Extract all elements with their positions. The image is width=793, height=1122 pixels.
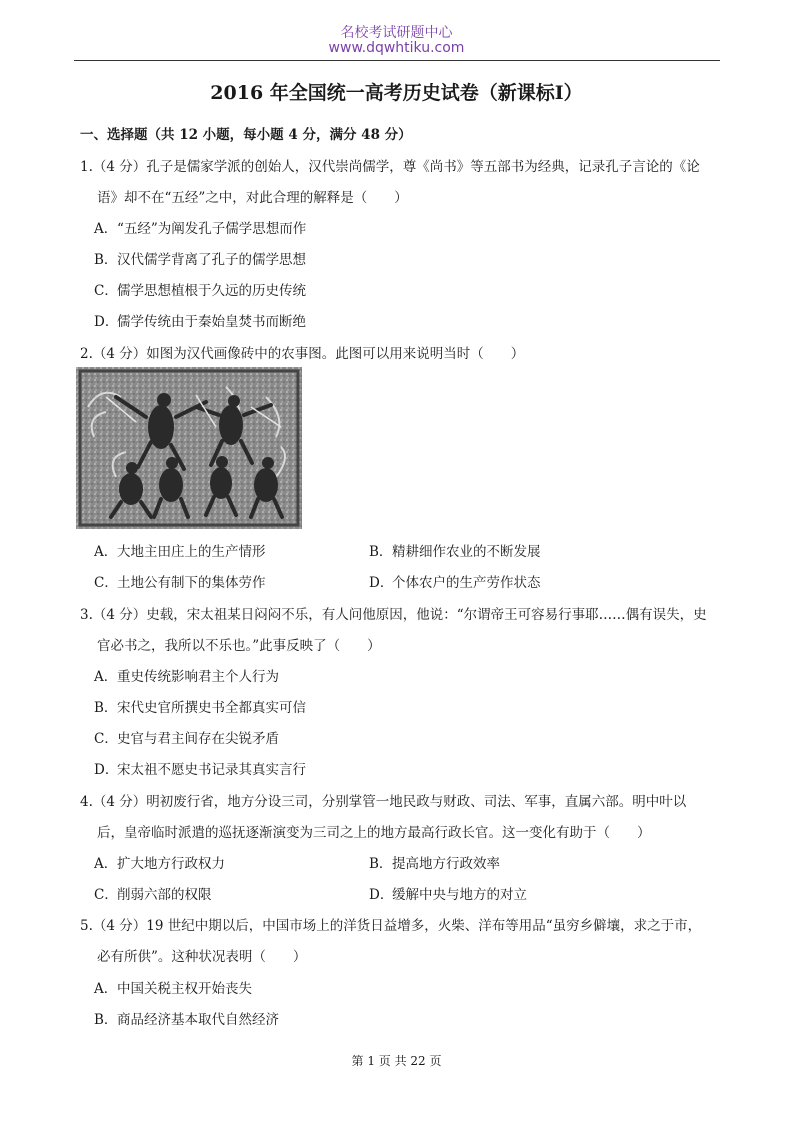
option-text: 史官与君主间存在尖锐矛盾 (117, 731, 279, 747)
header-site-name: 名校考试研题中心 (340, 25, 453, 41)
option-text: 儒学传统由于秦始皇焚书而断绝 (117, 314, 306, 330)
question-3-option-b[interactable] (94, 696, 306, 716)
question-3-line-1: 3.（4 分）史载，宋太祖某日闷闷不乐，有人问他原因，他说：“尔谓帝王可容易行事耶……偶有误失，史 (80, 607, 707, 623)
option-label: D． (94, 762, 119, 778)
option-text: 个体农户的生产劳作状态 (392, 575, 541, 591)
question-1-option-c[interactable] (94, 279, 306, 299)
option-label: C． (94, 575, 118, 591)
question-4-line-1: 4.（4 分）明初废行省，地方分设三司，分别掌管一地民政与财政、司法、军事，直属六部。明中叶以 (80, 794, 687, 810)
header-site-url[interactable]: www.dqwhtiku.com (328, 40, 465, 56)
option-label: C． (94, 887, 118, 903)
header-divider (74, 60, 720, 61)
option-text: 宋代史官所撰史书全都真实可信 (117, 700, 306, 716)
option-text: 汉代儒学背离了孔子的儒学思想 (117, 252, 306, 268)
question-4-option-c[interactable] (94, 883, 212, 903)
option-label: D． (369, 575, 394, 591)
question-2-option-b[interactable] (369, 540, 541, 560)
option-text: 提高地方行政效率 (392, 856, 500, 872)
option-text: 大地主田庄上的生产情形 (117, 544, 266, 560)
question-5-line-2: 必有所供”。这种状况表明（ ） (97, 949, 307, 965)
question-1-line-1: 1.（4 分）孔子是儒家学派的创始人，汉代崇尚儒学，尊《尚书》等五部书为经典，记录孔子言论的《论 (80, 159, 700, 175)
option-label: A． (94, 981, 118, 997)
question-3-line-2: 官必书之，我所以不乐也。”此事反映了（ ） (97, 638, 381, 654)
question-5-option-a[interactable] (94, 977, 252, 997)
page-number: 第 1 页 共 22 页 (351, 1054, 442, 1068)
option-text: 土地公有制下的集体劳作 (117, 575, 266, 591)
option-text: 削弱六部的权限 (117, 887, 212, 903)
option-label: B． (94, 252, 118, 268)
question-3-option-a[interactable] (94, 665, 279, 685)
question-1-option-d[interactable] (94, 310, 306, 330)
option-label: B． (369, 856, 393, 872)
question-3-option-d[interactable] (94, 758, 306, 778)
option-label: A． (94, 544, 118, 560)
section-heading: 一、选择题（共 12 小题，每小题 4 分，满分 48 分） (80, 127, 412, 143)
question-3-option-c[interactable] (94, 727, 279, 747)
option-label: B． (94, 700, 118, 716)
option-text: 商品经济基本取代自然经济 (117, 1012, 279, 1028)
option-label: C． (94, 283, 118, 299)
option-text: 宋太祖不愿史书记录其真实言行 (117, 762, 306, 778)
option-label: D． (94, 314, 119, 330)
option-label: A． (94, 856, 118, 872)
option-label: A． (94, 669, 118, 685)
question-2-option-a[interactable] (94, 540, 266, 560)
option-text: 儒学思想植根于久远的历史传统 (117, 283, 306, 299)
option-text: 扩大地方行政权力 (117, 856, 225, 872)
question-5-line-1: 5.（4 分）19 世纪中期以后，中国市场上的洋货日益增多，火柴、洋布等用品“虽穷乡僻壤，求之于市， (80, 918, 702, 934)
question-5-option-b[interactable] (94, 1008, 279, 1028)
han-brick-farming-image (76, 367, 302, 529)
option-label: D． (369, 887, 394, 903)
page-title: 2016 年全国统一高考历史试卷（新课标Ⅰ） (210, 82, 583, 104)
question-1-option-a[interactable] (94, 217, 306, 237)
option-label: A． (94, 221, 118, 237)
question-2-line-1: 2.（4 分）如图为汉代画像砖中的农事图。此图可以用来说明当时（ ） (80, 346, 525, 362)
option-label: C． (94, 731, 118, 747)
question-4-option-a[interactable] (94, 852, 225, 872)
question-1-option-b[interactable] (94, 248, 306, 268)
option-text: 中国关税主权开始丧失 (117, 981, 252, 997)
question-1-line-2: 语》却不在“五经”之中，对此合理的解释是（ ） (97, 190, 408, 206)
option-text: 重史传统影响君主个人行为 (117, 669, 279, 685)
question-2-option-d[interactable] (369, 571, 541, 591)
question-4-option-b[interactable] (369, 852, 500, 872)
option-label: B． (94, 1012, 118, 1028)
question-2-option-c[interactable] (94, 571, 266, 591)
option-text: 缓解中央与地方的对立 (392, 887, 527, 903)
option-text: 精耕细作农业的不断发展 (392, 544, 541, 560)
question-4-option-d[interactable] (369, 883, 527, 903)
option-text: “五经”为阐发孔子儒学思想而作 (117, 221, 307, 237)
option-label: B． (369, 544, 393, 560)
question-4-line-2: 后，皇帝临时派遣的巡抚逐渐演变为三司之上的地方最高行政长官。这一变化有助于（ ） (97, 825, 651, 841)
